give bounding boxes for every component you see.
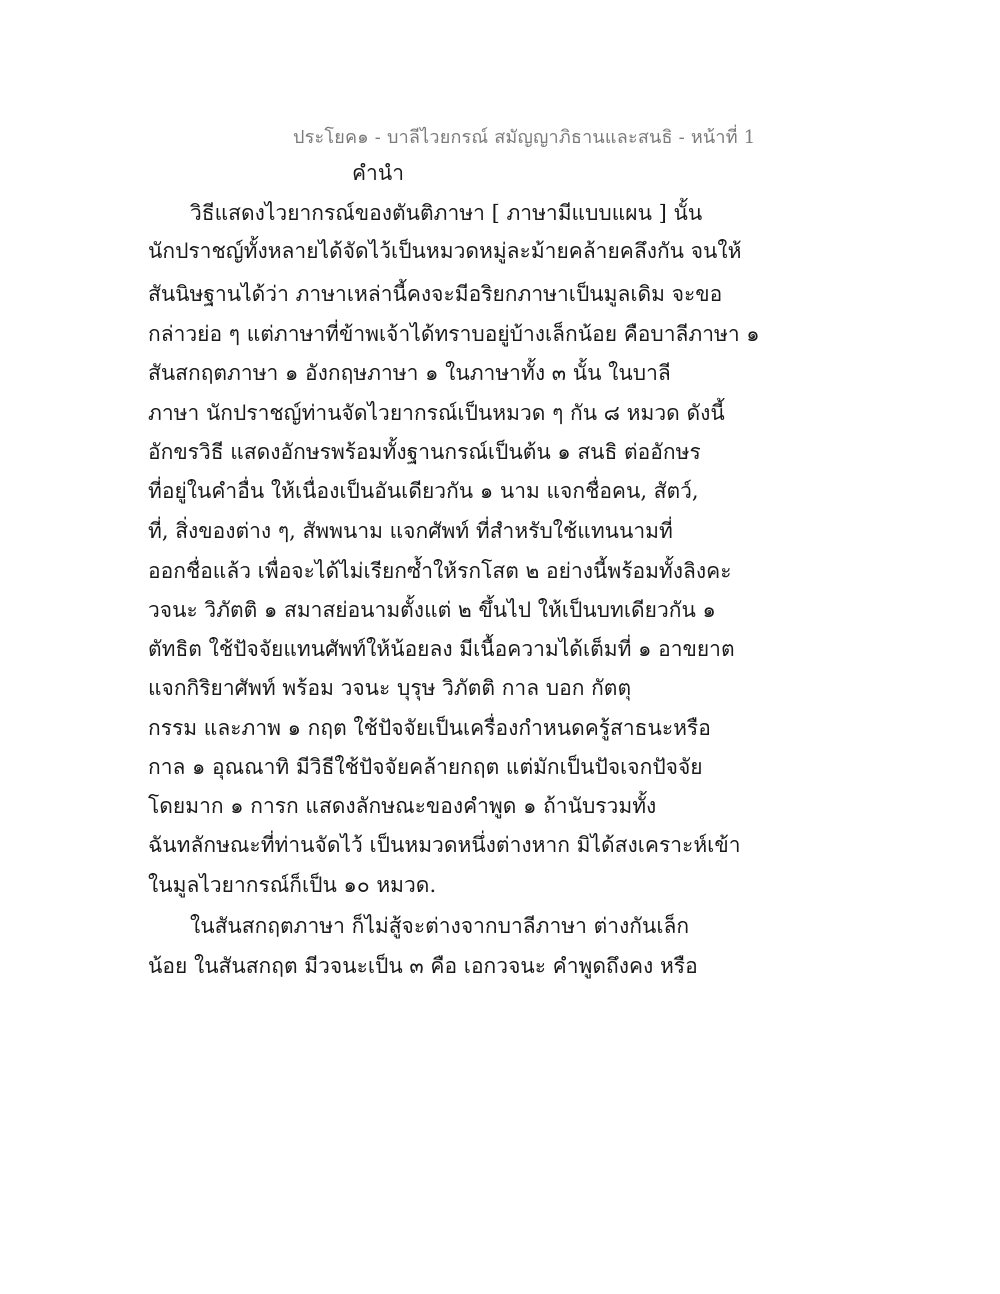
paragraph-line: ฉันทลักษณะที่ท่านจัดไว้ เป็นหมวดหนึ่งต่างหาก มิได้สงเคราะห์เข้า	[148, 833, 741, 857]
paragraph-line: สันนิษฐานได้ว่า ภาษาเหล่านี้คงจะมีอริยกภาษาเป็นมูลเดิม จะขอ	[148, 282, 723, 306]
paragraph-line: นักปราชญ์ทั้งหลายได้จัดไว้เป็นหมวดหมู่ละม้ายคล้ายคลึงกัน จนให้	[148, 239, 742, 263]
paragraph-line: ที่อยู่ในคำอื่น ให้เนื่องเป็นอันเดียวกัน ๑ นาม แจกชื่อคน, สัตว์,	[148, 479, 699, 503]
paragraph-line: แจกกิริยาศัพท์ พร้อม วจนะ บุรุษ วิภัตติ กาล บอก กัตตุ	[148, 676, 632, 700]
paragraph-line: ออกชื่อแล้ว เพื่อจะได้ไม่เรียกซ้ำให้รกโสต ๒ อย่างนี้พร้อมทั้งลิงคะ	[148, 559, 732, 583]
paragraph-line: โดยมาก ๑ การก แสดงลักษณะของคำพูด ๑ ถ้านับรวมทั้ง	[148, 794, 657, 818]
paragraph-line: อักขรวิธี แสดงอักษรพร้อมทั้งฐานกรณ์เป็นต้น ๑ สนธิ ต่ออักษร	[148, 440, 701, 464]
section-title: คำนำ	[352, 161, 404, 185]
paragraph-line: วจนะ วิภัตติ ๑ สมาสย่อนามตั้งแต่ ๒ ขึ้นไป ให้เป็นบทเดียวกัน ๑	[148, 598, 716, 622]
paragraph-line: ภาษา นักปราชญ์ท่านจัดไวยากรณ์เป็นหมวด ๆ กัน ๘ หมวด ดังนี้	[148, 401, 725, 425]
paragraph-line: กรรม และภาพ ๑ กฤต ใช้ปัจจัยเป็นเครื่องกำหนดครู้สาธนะหรือ	[148, 716, 711, 740]
paragraph-line: ตัทธิต ใช้ปัจจัยแทนศัพท์ให้น้อยลง มีเนื้อความได้เต็มที่ ๑ อาขยาต	[148, 637, 735, 661]
running-header: ประโยค๑ - บาลีไวยกรณ์ สมัญญาภิธานและสนธิ - หน้าที่ 1	[293, 127, 756, 148]
paragraph-line: ในมูลไวยากรณ์ก็เป็น ๑๐ หมวด.	[148, 873, 437, 897]
paragraph-line: ที่, สิ่งของต่าง ๆ, สัพพนาม แจกศัพท์ ที่สำหรับใช้แทนนามที่	[148, 519, 673, 543]
paragraph-line: น้อย ในสันสกฤต มีวจนะเป็น ๓ คือ เอกวจนะ คำพูดถึงคง หรือ	[148, 954, 698, 978]
paragraph-line: กล่าวย่อ ๆ แต่ภาษาที่ข้าพเจ้าได้ทราบอยู่บ้างเล็กน้อย คือบาลีภาษา ๑	[148, 322, 760, 346]
paragraph-line: สันสกฤตภาษา ๑ อังกฤษภาษา ๑ ในภาษาทั้ง ๓ นั้น ในบาลี	[148, 361, 671, 385]
paragraph-line: กาล ๑ อุณณาทิ มีวิธีใช้ปัจจัยคล้ายกฤต แต่มักเป็นปัจเจกปัจจัย	[148, 755, 703, 779]
paragraph-line: ในสันสกฤตภาษา ก็ไม่สู้จะต่างจากบาลีภาษา ต่างกันเล็ก	[190, 914, 690, 938]
paragraph-line: วิธีแสดงไวยากรณ์ของตันติภาษา [ ภาษามีแบบแผน ] นั้น	[190, 201, 703, 225]
